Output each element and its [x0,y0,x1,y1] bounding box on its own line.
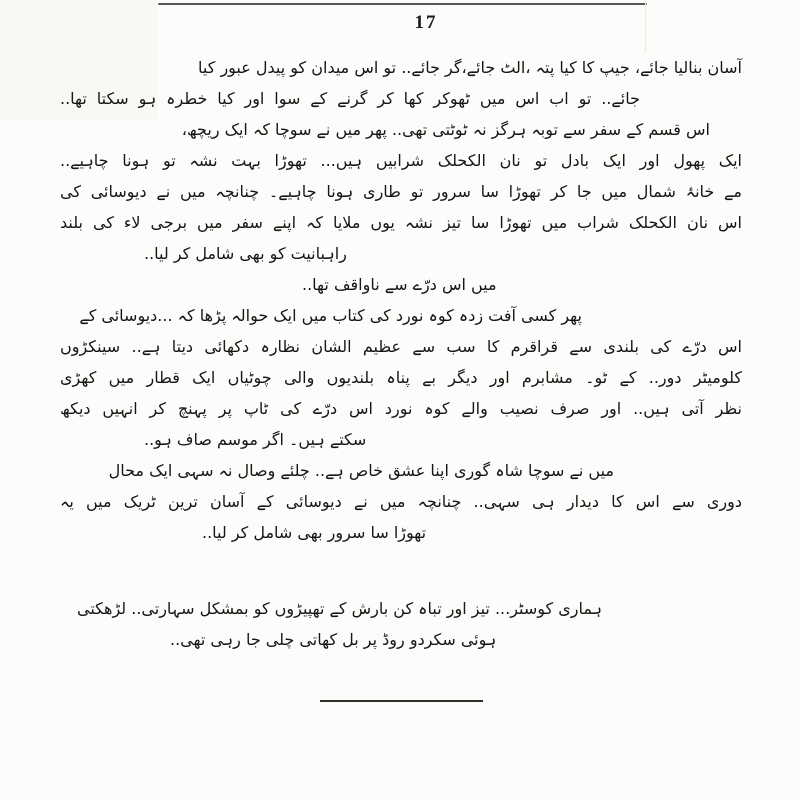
text-line: جائے.. تو اب اس میں ٹھوکر کھا کر گرنے کے سوا اور کیا خطرہ ہو سکتا تھا.. [60,89,640,108]
text-line: کلومیٹر دور.. کے ٹو۔ مشابرم اور دیگر بے پناہ بلندیوں والی چوٹیاں ایک قطار میں کھڑی [60,368,742,387]
page-corner-edge [645,0,646,52]
text-line: تھوڑا سا سرور بھی شامل کر لیا.. [202,523,427,542]
text-line: سکتے ہیں۔ اگر موسم صاف ہو.. [144,430,367,449]
text-line: ہوئی سکردو روڈ پر بل کھاتی چلی جا رہی تھی.. [170,630,497,649]
page-number: 17 [414,12,438,33]
text-line: راہبانیت کو بھی شامل کر لیا.. [144,244,347,263]
text-line: ہماری کوسٹر... تیز اور تباہ کن بارش کے تھپیڑوں کو بمشکل سہارتی.. لڑھکتی [77,599,602,618]
text-line: میں اس درّے سے ناواقف تھا.. [302,275,497,294]
text-line: دوری سے اس کا دیدار ہی سہی.. چنانچہ میں نے دیوسائی کے آسان ترین ٹریک میں یہ [60,492,742,511]
text-line: نظر آتی ہیں.. اور صرف نصیب والے کوہ نورد اس درّے کی ٹاپ پر پہنچ کر انہیں دیکھ [60,399,742,418]
text-line: اس قسم کے سفر سے توبہ ہرگز نہ ٹوٹتی تھی.. پھر میں نے سوچا کہ ایک ریچھ، [181,120,710,139]
text-line: اس درّے کی بلندی سے قراقرم کا سب سے عظیم الشان نظارہ دکھائی دیتا ہے.. سینکڑوں [60,337,742,356]
text-line: آسان بنالیا جائے، جیپ کا کیا پتہ ،الٹ جائے،گر جائے.. تو اس میدان کو پیدل عبور کیا [198,58,742,77]
text-line: پھر کسی آفت زدہ کوہ نورد کی کتاب میں ایک حوالہ پڑھا کہ ...دیوسائی کے [79,306,582,325]
text-line: مے خانۂ شمال میں جا کر تھوڑا سا سرور تو طاری ہونا چاہیے۔ چنانچہ میں نے دیوسائی کی [60,182,742,201]
text-line: اس نان الکحلک شراب میں تھوڑا سا تیز نشہ یوں ملایا کہ اپنے سفر میں برجی لاء کی بلند [60,213,742,232]
section-divider-rule [320,700,483,702]
text-line: میں نے سوچا شاہ گوری اپنا عشق خاص ہے.. چلئے وصال نہ سہی ایک محال [108,461,614,480]
text-line: ایک پھول اور ایک بادل تو نان الکحلک شرابیں ہیں... تھوڑا بہت نشہ تو ہونا چاہیے.. [60,151,742,170]
body-text [60,52,742,655]
page-top-edge-line [158,3,647,5]
